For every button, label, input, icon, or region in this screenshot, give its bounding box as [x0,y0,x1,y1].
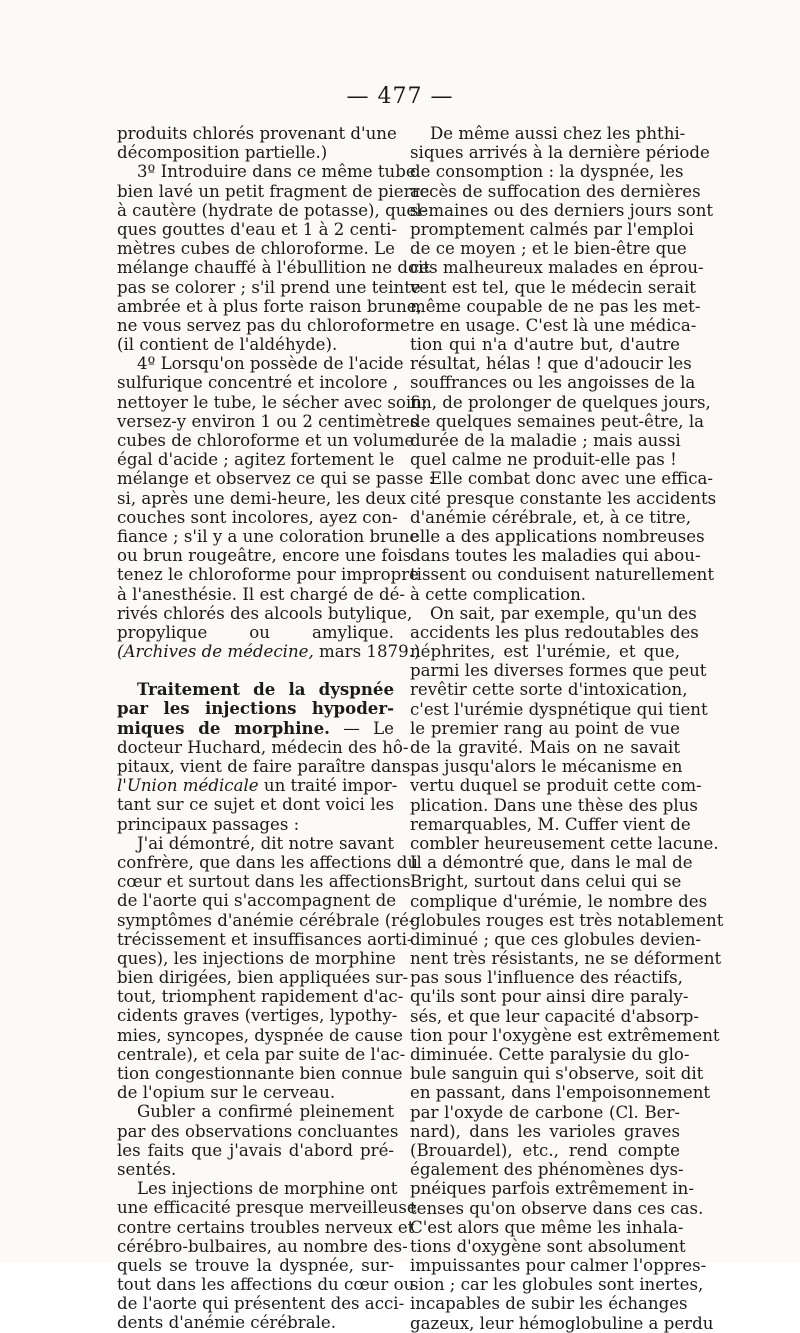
page-number: — 477 — [346,84,454,109]
paragraph-line: confrère, que dans les affections du [117,852,419,872]
paragraph-line: une efficacité presque merveilleuse [117,1198,417,1218]
paragraph-line: bien dirigées, bien appliquées sur- [117,968,409,988]
paragraph [410,603,724,1333]
heading-line-bold: miques de morphine. [117,717,330,738]
paragraph-line: gazeux, leur hémoglobuline a perdu [410,1313,714,1333]
paragraph-line: mélange et observez ce qui se passe : [117,469,435,489]
paragraph-line: remarquables, M. Cuffer vient de [410,814,691,834]
paragraph [117,1102,399,1179]
paragraph-line: d'anémie cérébrale, et, à ce titre, [410,507,691,527]
paragraph-line: docteur Huchard, médecin des hô- [117,737,409,757]
paragraph-line: quel calme ne produit-elle pas ! [410,450,677,470]
paragraph-line: pnéiques parfois extrêmement in- [410,1179,694,1199]
paragraph [117,124,397,163]
paragraph-line: à cautère (hydrate de potasse), quel- [117,200,428,220]
paragraph-line: rivés chlorés des alcools butylique, [117,603,413,623]
paragraph-line: revêtir cette sorte d'intoxication, [410,680,688,700]
paragraph-line: les faits que j'avais d'abord pré- [117,1140,394,1160]
paragraph-line: cidents graves (vertiges, lypothy- [117,1006,398,1026]
paragraph-line: tion qui n'a d'autre but, d'autre [410,335,680,355]
paragraph-line: néphrites, est l'urémie, et que, [410,642,680,662]
paragraph-line: trécissement et insuffisances aorti- [117,929,413,949]
paragraph-line: sés, et que leur capacité d'absorp- [410,1006,700,1026]
paragraph-line: si, après une demi-heure, les deux [117,488,406,508]
paragraph-line: diminuée. Cette paralysie du glo- [410,1045,690,1064]
paragraph-line: le premier rang au point de vue [410,718,680,738]
paragraph-spacer [117,661,394,680]
paragraph-line: mies, syncopes, dyspnée de cause [117,1025,403,1045]
paragraph-line: impuissantes pour calmer l'oppres- [410,1256,707,1276]
paragraph-line: de l'opium sur le cerveau. [117,1083,336,1103]
paragraph-line: de quelques semaines peut-être, la [410,411,705,431]
paragraph-line: nettoyer le tube, le sécher avec soin; [117,392,428,412]
paragraph-line: Bright, surtout dans celui qui se [410,872,682,892]
paragraph [117,795,394,833]
paragraph-line: nent très résistants, ne se déforment [410,949,722,969]
paragraph-line: nard), dans les varioles graves [410,1121,680,1141]
paragraph-line: pas se colorer ; s'il prend une teinte [117,277,421,297]
paragraph-line: globules rouges est très notablement [410,910,724,930]
paragraph-line: symptômes d'anémie cérébrale (ré- [117,910,415,930]
left-column [117,124,435,1333]
paragraph-line: 4º Lorsqu'on possède de l'acide [137,354,404,374]
paragraph-line: durée de la maladie ; mais aussi [410,431,681,450]
paragraph-line: de l'aorte qui présentent des acci- [117,1294,405,1314]
heading-dash: — Le [343,718,394,738]
paragraph-line: ques), les injections de morphine [117,948,396,968]
paragraph-line: de la gravité. Mais on ne savait [410,738,680,757]
paragraph-line: cubes de chloroforme et un volume [117,431,415,450]
right-column [410,124,724,1333]
heading-line: par les injections hypoder- [117,698,394,719]
paragraph-line: par des observations concluantes [117,1121,399,1141]
paragraph-line [117,776,398,796]
paragraph-line: Les injections de morphine ont [137,1179,398,1199]
paragraph-line: (il contient de l'aldéhyde). [117,335,338,355]
paragraph-line: décomposition partielle.) [117,143,328,163]
paragraph-line: également des phénomènes dys- [410,1160,684,1180]
paragraph-line: tenses qu'on observe dans ces cas. [410,1198,704,1218]
paragraph-line: égal d'acide ; agitez fortement le [117,450,395,470]
paragraph-line: Gubler a confirmé pleinement [137,1102,394,1122]
paragraph-line: même coupable de ne pas les met- [410,296,701,316]
paragraph-line: pas sous l'influence des réactifs, [410,968,683,988]
paragraph-line: vertu duquel se produit cette com- [410,776,702,796]
paragraph [410,124,714,470]
paragraph-line: sulfurique concentré et incolore , [117,373,399,393]
paragraph-line: tion pour l'oxygène est extrêmement [410,1025,720,1045]
paragraph-line: plication. Dans une thèse des plus [410,795,698,815]
paragraph-line: ambrée et à plus forte raison brune, [117,296,422,316]
paragraph-line: tissent ou conduisent naturellement [410,565,714,585]
paragraph-line [117,642,421,662]
paragraph [117,1179,417,1333]
paragraph-line: couches sont incolores, ayez con- [117,507,398,527]
paragraph-line: en passant, dans l'empoisonnement [410,1083,711,1103]
paragraph-line: qu'ils sont pour ainsi dire paraly- [410,987,689,1007]
paragraph-line: tout, triomphent rapidement d'ac- [117,987,404,1007]
paragraph-line: résultat, hélas ! que d'adoucir les [410,354,692,374]
journal-title: l'Union médicale [117,776,259,796]
section-heading [117,680,394,738]
paragraph-line: à l'anesthésie. Il est chargé de dé- [117,584,406,604]
paragraph-line: dans toutes les maladies qui abou- [410,546,701,566]
paragraph-line: de l'aorte qui s'accompagnent de [117,891,397,911]
paragraph [117,737,411,776]
paragraph-line: produits chlorés provenant d'une [117,124,397,143]
paragraph-line: Il a démontré que, dans le mal de [410,853,693,873]
paragraph-line: cité presque constante les accidents [410,488,717,508]
paragraph-line: c'est l'urémie dyspnétique qui tient [410,699,708,719]
paragraph-line: pitaux, vient de faire paraître dans [117,757,411,776]
paragraph-line: promptement calmés par l'emploi [410,219,694,239]
paragraph-line: sion ; car les globules sont inertes, [410,1275,704,1295]
paragraph-line: de ce moyen ; et le bien-être que [410,239,687,259]
paragraph-line: tion congestionnante bien connue [117,1064,403,1083]
paragraph-line: ques gouttes d'eau et 1 à 2 centi- [117,219,398,239]
paragraph-text: un traité impor- [263,776,398,796]
paragraph-line: dents d'anémie cérébrale. [117,1313,337,1333]
paragraph-line: tant sur ce sujet et dont voici les [117,795,394,815]
citation-italic: (Archives de médecine, [117,642,314,662]
paragraph-line: tenez le chloroforme pour impropre [117,565,419,585]
paragraph-line: cérébro-bulbaires, au nombre des- [117,1236,408,1256]
paragraph-line: siques arrivés à la dernière période [410,143,710,163]
heading-line [117,719,394,738]
paragraph-line: ne vous servez pas du chloroforme [117,315,410,335]
paragraph-line: On sait, par exemple, qu'un des [430,603,697,623]
paragraph-line: accidents les plus redoutables des [410,622,699,642]
paragraph-line: De même aussi chez les phthi- [430,124,686,143]
paragraph-line: tre en usage. C'est là une médica- [410,315,697,335]
paragraph-line: J'ai démontré, dit notre savant [137,833,394,853]
paragraph-line: incapables de subir les échanges [410,1294,688,1314]
paragraph-line: tions d'oxygène sont absolument [410,1236,686,1256]
paragraph-line: vent est tel, que le médecin serait [410,277,696,297]
paragraph-line: C'est alors que même les inhala- [410,1217,684,1237]
paragraph-line: combler heureusement cette lacune. [410,833,719,853]
paragraph-line: fiance ; s'il y a une coloration brune [117,526,420,546]
citation-date: mars 1879.) [319,642,421,662]
paragraph-line: quels se trouve la dyspnée, sur- [117,1255,394,1275]
paragraph-line: contre certains troubles nerveux et [117,1217,415,1237]
paragraph-line: ces malheureux malades en éprou- [410,258,704,278]
paragraph-line: Elle combat donc avec une effica- [430,469,714,489]
paragraph-line: mélange chauffé à l'ébullition ne doit [117,258,430,278]
paragraph-line: bien lavé un petit fragment de pierre [117,181,430,201]
paragraph-line: parmi les diverses formes que peut [410,661,707,681]
paragraph-line: diminué ; que ces globules devien- [410,929,701,949]
heading-line: Traitement de la dyspnée [137,679,394,700]
paragraph-line: fin, de prolonger de quelques jours, [410,392,711,412]
paragraph-line: elle a des applications nombreuses [410,526,705,546]
paragraph [117,162,430,355]
paragraph-line: cœur et surtout dans les affections [117,872,411,892]
paragraph-line: ou brun rougeâtre, encore une fois [117,546,412,566]
paragraph-line: principaux passages : [117,814,300,834]
paragraph-line: par l'oxyde de carbone (Cl. Ber- [410,1102,680,1122]
paragraph-line: (Brouardel), etc., rend compte [410,1140,680,1160]
paragraph-line: versez-y environ 1 ou 2 centimètres [117,411,419,431]
paragraph [117,833,419,1103]
paragraph-line: accès de suffocation des dernières [410,181,701,201]
paragraph-line: tout dans les affections du cœur ou [117,1275,415,1295]
paragraph-line: semaines ou des derniers jours sont [410,200,714,220]
paragraph-line: de consomption : la dyspnée, les [410,162,684,182]
paragraph [117,354,435,642]
paragraph-line: bule sanguin qui s'observe, soit dit [410,1064,704,1084]
paragraph-line: 3º Introduire dans ce même tube [137,162,416,182]
paragraph-line: sentés. [117,1159,177,1179]
paragraph [410,469,717,604]
paragraph-line: propylique ou amylique. [117,622,394,642]
paragraph-line: mètres cubes de chloroforme. Le [117,239,395,259]
paragraph-line: pas jusqu'alors le mécanisme en [410,757,683,777]
paragraph-line: complique d'urémie, le nombre des [410,891,708,911]
paragraph-line: à cette complication. [410,584,587,604]
paragraph-line: souffrances ou les angoisses de la [410,373,696,393]
paragraph-line: centrale), et cela par suite de l'ac- [117,1044,406,1064]
